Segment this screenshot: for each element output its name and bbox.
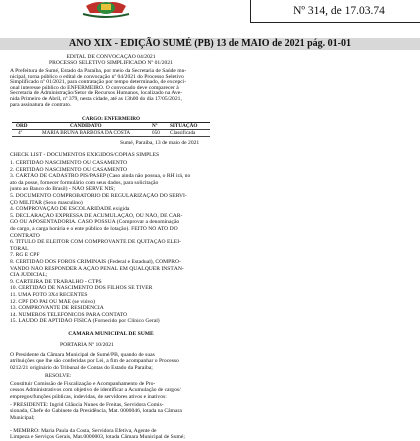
member-line: Municipal; [10, 414, 35, 421]
col-num: Nº [152, 123, 158, 129]
issue-number: Nº 314, de 17.03.74 [293, 5, 385, 17]
paragraph-line: para assinatura de contrato. [10, 101, 72, 108]
cell-candidato: MARIA BRUNA BARBOSA DA COSTA [42, 130, 131, 136]
checklist-item: 9. CARTEIRA DE TRABALHO - CTPS [10, 278, 102, 285]
cell-situacao: Classificada [170, 130, 196, 136]
intro-line: 0212/21 originário do Tribunal de Contas do Estado da Paraíba; [10, 364, 153, 371]
date-line: Sumé, Paraíba, 13 de maio de 2021 [120, 140, 200, 146]
resolve-label: RESOLVE: [45, 373, 72, 379]
checklist-item: do cargo, a carga horária e o ente público de lotação). FEITO NO ATO DO [10, 226, 178, 232]
checklist-item: ÇO MILITAR (Sexo masculino) [10, 199, 83, 206]
checklist-item: junto ao Banco do Brasil) - NÃO SERVE NIS; [10, 186, 115, 193]
edital-subtitle: PROCESSO SELETIVO SIMPLIFICADO Nº 01/2021 [49, 60, 173, 66]
body-line: Constituir Comissão de Fiscalização e Acompanhamento de Pro- [10, 381, 156, 387]
checklist-item: 15. LAUDO DE APTIDÃO FÍSICA (Fornecido por Clínico Geral) [10, 318, 160, 325]
issue-line: ANO XIX - EDIÇÃO SUMÉ (PB) 13 de MAIO de 2021 pág. 01-01 [69, 38, 351, 49]
paragraph-line: Simplificado nº 01/2021, para contratação por tempo determinado, de excepci- [10, 79, 187, 86]
cell-ord: 4º [18, 130, 23, 136]
edital-title: EDITAL DE CONVOCAÇÃO 04/2021 [66, 54, 156, 60]
col-situacao: SITUAÇÃO [170, 123, 198, 129]
portaria-heading: CÂMARA MUNICIPAL DE SUMÉ [68, 331, 154, 337]
member-line: sionada, Chefe do Gabinete da Presidência, Mat. 0000046, lotada na Câmara [10, 408, 182, 415]
checklist-item: 11. UMA FOTO 3X4 RECENTES [10, 292, 88, 298]
body-line: cessos Administrativos com objetivo de identificar a Acumulação de cargos/ [10, 387, 181, 394]
municipal-emblem-icon [81, 0, 131, 18]
paragraph-line: Secretaria de Administração/Setor de Recursos Humanos, localizado na Ave- [10, 90, 183, 97]
checklist-item: CONTRATO [10, 232, 40, 239]
col-ord: ORD [16, 123, 28, 129]
checklist-item: 3. CARTÃO DE CADASTRO PIS/PASEP (Caso ainda não possua, o RH irá, no [10, 173, 191, 180]
checklist-item: TORAL [10, 245, 29, 252]
member-line: - MEMBRO: Maria Paula da Costa, Servidora Efetiva, Agente de [10, 427, 157, 434]
checklist-item: 4. COMPROVAÇÃO DE ESCOLARIDADE exigida [10, 206, 130, 213]
checklist-item: 12. CPF DO PAI OU MÃE (se viúvo) [10, 298, 95, 305]
checklist-item: 1. CERTIDÃO NASCIMENTO OU CASAMENTO [10, 160, 128, 166]
col-candidato: CANDIDATO [70, 123, 102, 129]
candidates-table [12, 116, 210, 137]
table-header-row [12, 123, 210, 130]
cell-num: 050 [152, 130, 160, 136]
checklist-item: 2. CERTIDÃO NASCIMENTO OU CASAMENTO [10, 166, 128, 173]
checklist-item: ato da posse, fornecer formulário com seus dados, para solicitação [10, 179, 159, 186]
paragraph-line: nicipal, torna público o edital de convocação nº 04/2021 do Processo Seletivo [10, 73, 184, 80]
checklist-item: 5. DECLARAÇÃO EXPRESSA DE ACUMULAÇÃO, OU NÃO, DE CAR- [10, 212, 183, 219]
intro-line: atribuições que lhe são conferidas por Lei, a fim de acompanhar o Processo [10, 358, 179, 365]
checklist-item: VANDO NÃO RESPONDER A AÇÃO PENAL EM QUALQUER INSTÂN- [10, 265, 184, 272]
checklist-item: 5. DOCUMENTO COMPROBATÓRIO DE REGULARIZAÇÃO DO SERVI- [10, 193, 187, 199]
checklist-item: 10. CERTIDÃO DE NASCIMENTO DOS FILHOS SE TIVER [10, 285, 153, 292]
paragraph-line: A Prefeitura de Sumé, Estado da Paraíba, por meio da Secretaria de Saúde mu- [10, 68, 187, 74]
checklist-item: 14. NÚMEROS TELEFÔNICOS PARA CONTATO [10, 311, 128, 318]
member-line: - PRESIDENTE: Ingrid Glâucia Nunes de Freitas, Servidora Comis- [10, 402, 164, 408]
checklist-item: 7. RG E CPF [10, 252, 40, 259]
checklist-item: GO OU APOSENTADORIA. CASO POSSUA (Comprovar a denominação [10, 219, 180, 226]
checklist-item: 6. TÍTULO DE ELEITOR COM COMPROVANTE DE QUITAÇÃO ELEI- [10, 239, 181, 246]
table-row [12, 130, 210, 137]
paragraph-line: nida Primeiro de Abril, nº 379, nesta cidade, até as 13h00 do dia 17/05/2021, [10, 96, 182, 102]
checklist-item: CIA JUDICIAL; [10, 272, 48, 279]
portaria-title: PORTARIA Nº 10/2021 [60, 342, 114, 348]
checklist-item: 13. COMPROVANTE DE RESIDÊNCIA [10, 305, 104, 312]
member-line: Limpeza e Serviços Gerais, Mat.0000003, lotada Câmara Municipal de Sumé; [10, 434, 185, 440]
body-line: empregos/funções públicas, indevidas, de servidores ativos e inativos: [10, 393, 167, 400]
issue-box [250, 0, 420, 23]
paragraph-line: onal interesse público do ENFERMEIRO. O convocado deve comparecer à [10, 84, 179, 91]
checklist-title: CHECK LIST - DOCUMENTOS EXIGIDOS/CÓPIAS SIMPLES [10, 152, 160, 158]
table-caption: CARGO: ENFERMEIRO [12, 116, 210, 123]
intro-line: O Presidente da Câmara Municipal de Sumé/PB, quando de suas [10, 352, 155, 358]
checklist-item: 8. CERTIDÃO DOS FOROS CRIMINAIS (Federal e Estadual), COMPRO- [10, 259, 181, 265]
